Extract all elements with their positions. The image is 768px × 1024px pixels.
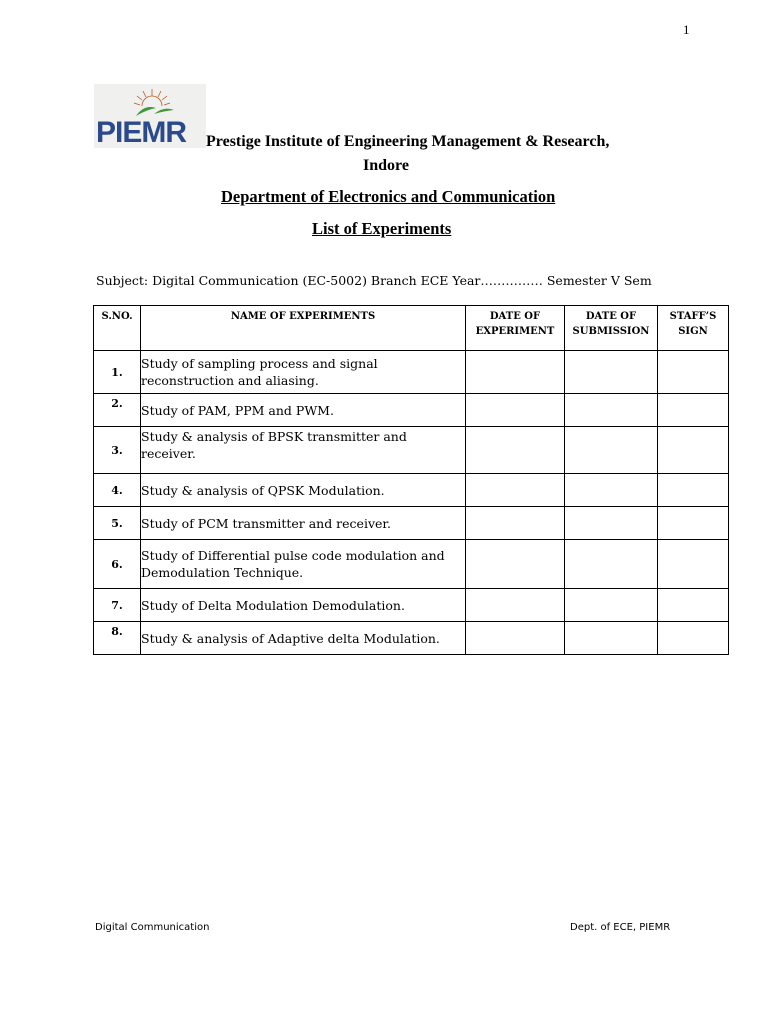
page-number: 1	[683, 22, 690, 37]
column-header-name: NAME OF EXPERIMENTS	[141, 306, 466, 351]
row-sno: 1.	[94, 351, 141, 394]
row-sno: 3.	[94, 427, 141, 474]
table-row	[94, 507, 729, 540]
experiments-table	[93, 305, 729, 655]
sunburst-icon	[134, 89, 170, 106]
date-of-submission-cell	[565, 427, 658, 474]
column-header-staffs-sign	[658, 306, 729, 351]
header-line: DATE OF	[585, 311, 637, 322]
list-title: List of Experiments	[312, 219, 452, 238]
date-of-submission-cell	[565, 351, 658, 394]
leaf-icon	[136, 107, 174, 116]
date-of-submission-cell	[565, 474, 658, 507]
header-line: SUBMISSION	[572, 326, 650, 337]
footer-right: Dept. of ECE, PIEMR	[570, 922, 671, 933]
date-of-submission-cell	[565, 507, 658, 540]
table-row	[94, 351, 729, 394]
staff-sign-cell	[658, 351, 729, 394]
column-header-date-of-submission	[565, 306, 658, 351]
row-experiment-name: Study & analysis of Adaptive delta Modulation.	[141, 622, 466, 655]
table-row	[94, 394, 729, 427]
column-header-date-of-experiment	[466, 306, 565, 351]
date-of-experiment-cell	[466, 507, 565, 540]
row-sno: 5.	[94, 507, 141, 540]
staff-sign-cell	[658, 540, 729, 589]
header-line: STAFF’S	[669, 311, 717, 322]
table-row	[94, 474, 729, 507]
staff-sign-cell	[658, 589, 729, 622]
row-experiment-name: Study of Differential pulse code modulation and Demodulation Technique.	[141, 540, 466, 589]
subject-line: Subject: Digital Communication (EC-5002) Branch ECE Year…………… Semester V Sem	[96, 273, 652, 288]
footer-left: Digital Communication	[95, 922, 210, 933]
date-of-submission-cell	[565, 394, 658, 427]
row-experiment-name: Study of Delta Modulation Demodulation.	[141, 589, 466, 622]
piemr-logo	[94, 84, 206, 148]
row-experiment-name: Study & analysis of BPSK transmitter and receiver.	[141, 427, 466, 474]
header-line: SIGN	[678, 326, 708, 337]
date-of-experiment-cell	[466, 589, 565, 622]
row-sno: 2.	[94, 394, 141, 427]
table-row	[94, 622, 729, 655]
staff-sign-cell	[658, 394, 729, 427]
staff-sign-cell	[658, 427, 729, 474]
date-of-submission-cell	[565, 540, 658, 589]
department-title: Department of Electronics and Communication	[221, 187, 556, 206]
table-header-row	[94, 306, 729, 351]
row-sno: 7.	[94, 589, 141, 622]
table-row	[94, 427, 729, 474]
staff-sign-cell	[658, 507, 729, 540]
row-sno: 8.	[94, 622, 141, 655]
header-line: DATE OF	[489, 311, 541, 322]
date-of-experiment-cell	[466, 427, 565, 474]
date-of-experiment-cell	[466, 474, 565, 507]
staff-sign-cell	[658, 622, 729, 655]
logo-wordmark: PIEMR	[96, 116, 187, 148]
column-header-sno: S.NO.	[94, 306, 141, 351]
date-of-experiment-cell	[466, 394, 565, 427]
table-row	[94, 540, 729, 589]
date-of-submission-cell	[565, 622, 658, 655]
header-line: EXPERIMENT	[475, 326, 555, 337]
table-row	[94, 589, 729, 622]
staff-sign-cell	[658, 474, 729, 507]
row-experiment-name: Study & analysis of QPSK Modulation.	[141, 474, 466, 507]
institute-name-line1: Prestige Institute of Engineering Management & Research,	[206, 133, 610, 150]
date-of-experiment-cell	[466, 351, 565, 394]
row-sno: 6.	[94, 540, 141, 589]
date-of-experiment-cell	[466, 540, 565, 589]
row-experiment-name: Study of PAM, PPM and PWM.	[141, 394, 466, 427]
date-of-experiment-cell	[466, 622, 565, 655]
row-sno: 4.	[94, 474, 141, 507]
date-of-submission-cell	[565, 589, 658, 622]
institute-name-line2: Indore	[363, 157, 409, 174]
row-experiment-name: Study of sampling process and signal reconstruction and aliasing.	[141, 351, 466, 394]
row-experiment-name: Study of PCM transmitter and receiver.	[141, 507, 466, 540]
